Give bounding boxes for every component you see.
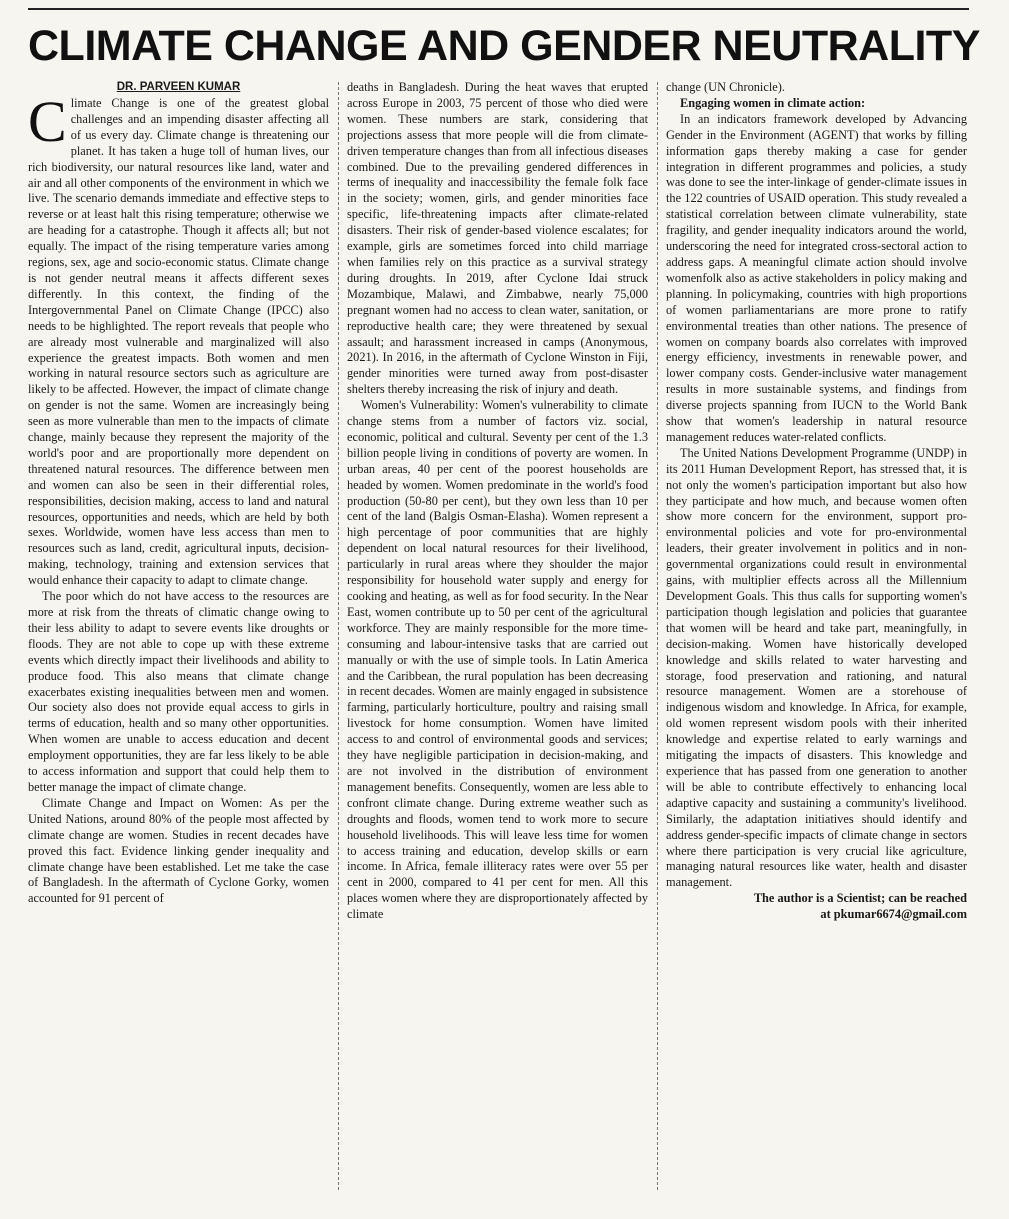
paragraph	[28, 89, 329, 589]
paragraph: The United Nations Development Programme (UNDP) in its 2011 Human Development Report, has stressed that, it is not only the women's participation important but also how they participate and how much, and because women often show more concern for the environment, support pro-environmental policies and vote for pro-environmental leaders, their greater involvement in politics and in non-governmental organizations could result in environmental gains, with multiplier effects across all the Millennium Development Goals. This thus calls for supporting women's participation though legislation and policies that guarantee that women will be heard and take part, meaningfully, in decision-making. Women have historically developed knowledge and skills related to water harvesting and storage, food preservation and rationing, and natural resource management. Women are a storehouse of indigenous wisdom and knowledge. In Africa, for example, old women represent wisdom pools with their inherited knowledge and expertise related to early warnings and mitigating the impacts of disasters. This knowledge and experience that has passed from one generation to another will be able to contribute effectively to enhancing local adaptive capacity and sustaining a community's livelihood. Similarly, the adaptation initiatives should identify and address gender-specific impacts of climate change in sectors where there participation is very crucial like agriculture, managing natural resources like water, health and disaster management.	[666, 445, 967, 890]
author-note: The author is a Scientist; can be reached	[753, 891, 967, 906]
column-2	[347, 80, 648, 1190]
byline: DR. PARVEEN KUMAR	[116, 81, 241, 93]
paragraph: In an indicators framework developed by Advancing Gender in the Environment (AGENT) that works by filling information gaps thereby making a case for gender integration in different programmes and policies, a study was done to see the inter-linkage of gender-climate issues in the 122 countries of USAID operation. This study revealed a statistical correlation between climate vulnerability, state fragility, and gender inequality indicators around the world, underscoring the need for integrated cross-sectoral action to address gaps. A meaningful climate action should involve womenfolk also as active stakeholders in policy making and planning. In policymaking, countries with high proportions of women parliamentarians are more prone to ratify environmental treaties than other nations. The presence of women on company boards also correlates with improved energy efficiency, investments in renewable power, and lower company costs. Gender-inclusive water management results in more sustainable systems, and findings from diverse projects spanning from IUCN to the World Bank show that women's leadership in natural resource management reduces water-related conflicts.	[666, 111, 967, 444]
paragraph: Women's Vulnerability: Women's vulnerability to climate change stems from a number of factors viz. social, economic, political and cultural. Seventy per cent of the 1.3 billion people living in conditions of poverty are women. In urban areas, 40 per cent of the poorest households are headed by women. Women predominate in the world's food production (50-80 per cent), but they own less than 10 per cent of the land (Balgis Osman-Elasha). Women represent a high percentage of poor communities that are highly dependent on local natural resources for their livelihood, particularly in rural areas where they shoulder the major responsibility for household water supply and energy for cooking and heating, as well as for food security. In the Near East, women contribute up to 50 per cent of the agricultural workforce. They are mainly responsible for the more time-consuming and labour-intensive tasks that are carried out manually or with the use of simple tools. In Latin America and the Caribbean, the rural population has been decreasing in recent decades. Women are mainly engaged in subsistence farming, particularly horticulture, poultry and raising small livestock for home consumption. Women have limited access to and control of environmental goods and services; they have negligible participation in decision-making, and are not involved in the distribution of environment management benefits. Consequently, women are less able to confront climate change. During extreme weather such as droughts and floods, women tend to work more to secure household livelihoods. This will leave less time for women to access training and education, develop skills or earn income. In Africa, female illiteracy rates were over 55 per cent in 2000, compared to 41 per cent for men. All this places women where they are disproportionately affected by climate	[347, 398, 648, 922]
paragraph: change (UN Chronicle).	[666, 80, 785, 94]
drop-cap: C	[28, 89, 67, 154]
column-divider	[329, 80, 347, 1190]
paragraph-text: limate Change is one of the greatest global challenges and an impending disaster affecting all of us every day. Climate change is threatening our planet. It has taken a huge toll of human lives, our rich biodiversity, our natural resources like land, water and air and all other components of the environment in which we live. The scenario demands immediate and effective steps to reverse or at least halt this rising temperature; otherwise we are heading for a catastrophe. Though it affects all; but not equally. The impact of the rising temperature varies among regions, sex, age and socio-economic status. Climate change is not gender neutral means it affects different sexes differently. In this context, the finding of the Intergovernmental Panel on Climate Change (IPCC) also needs to be highlighted. The report reveals that people who are already most vulnerable and marginalized will also experience the greatest impacts. Both women and men working in natural resource sectors such as agriculture are likely to be affected. However, the impact of climate change on gender is not the same. Women are increasingly being seen as more vulnerable than men to the impacts of climate change, mainly because they represent the majority of the world's poor and are proportionally more dependent on threatened natural resources. The difference between men and women can also be seen in their differential roles, responsibilities, decision making, access to land and natural resources, opportunities and needs, which are held by both sexes. Worldwide, women have less access than men to resources such as land, credit, agricultural inputs, decision-making, technology, training and extension services that would enhance their capacity to adapt to climate change.	[28, 96, 329, 588]
article-body	[28, 80, 968, 1190]
paragraph: The poor which do not have access to the resources are more at risk from the threats of climatic change owing to their less ability to adapt to severe events like droughts or floods. They are not able to cope up with these extreme events which directly impact their livelihoods and ability to produce food. This also means that climate change exacerbates existing inequalities between men and women. Our society also does not provide equal access to girls in terms of education, health and so many other opportunities. When women are unable to access education and decent employment opportunities, they are far less likely to be able to access information and support that could help them to better manage the impact of climate change.	[28, 589, 329, 794]
column-divider	[648, 80, 666, 1190]
column-1	[28, 80, 329, 1190]
paragraph: Climate Change and Impact on Women: As per the United Nations, around 80% of the people most affected by climate change are women. Studies in recent decades have proved this fact. Evidence linking gender inequality and climate change have been established. Let me take the case of Bangladesh. In the aftermath of Cyclone Gorky, women accounted for 91 percent of	[28, 795, 329, 906]
paragraph: deaths in Bangladesh. During the heat waves that erupted across Europe in 2003, 75 percent of those who died were women. These numbers are stark, considering that projections assess that more people will die from climate-driven temperature changes than from all infectious diseases combined. Due to the prevailing gendered differences in terms of inequality and inaccessibility the female folk face in the society; women, girls, and gender minorities face specific, life-threatening impacts after climate-related disasters. Their risk of gender-based violence escalates; for example, girls are sometimes forced into child marriage when families rely on this practice as a survival strategy during droughts. In 2019, after Cyclone Idai struck Mozambique, Malawi, and Zimbabwe, nearly 75,000 pregnant women had no access to clean water, sanitation, or reproductive health care; they were threatened by sexual assault; and harassment increased in camps (Anonymous, 2021). In 2016, in the aftermath of Cyclone Winston in Fiji, gender minorities were turned away from post-disaster shelters thereby increasing the risk of injury and death.	[347, 80, 648, 397]
top-rule	[28, 8, 969, 10]
section-heading: Engaging women in climate action:	[680, 95, 866, 110]
author-email: at pkumar6674@gmail.com	[820, 907, 967, 922]
headline: CLIMATE CHANGE AND GENDER NEUTRALITY	[28, 22, 980, 70]
column-3	[666, 80, 967, 1190]
